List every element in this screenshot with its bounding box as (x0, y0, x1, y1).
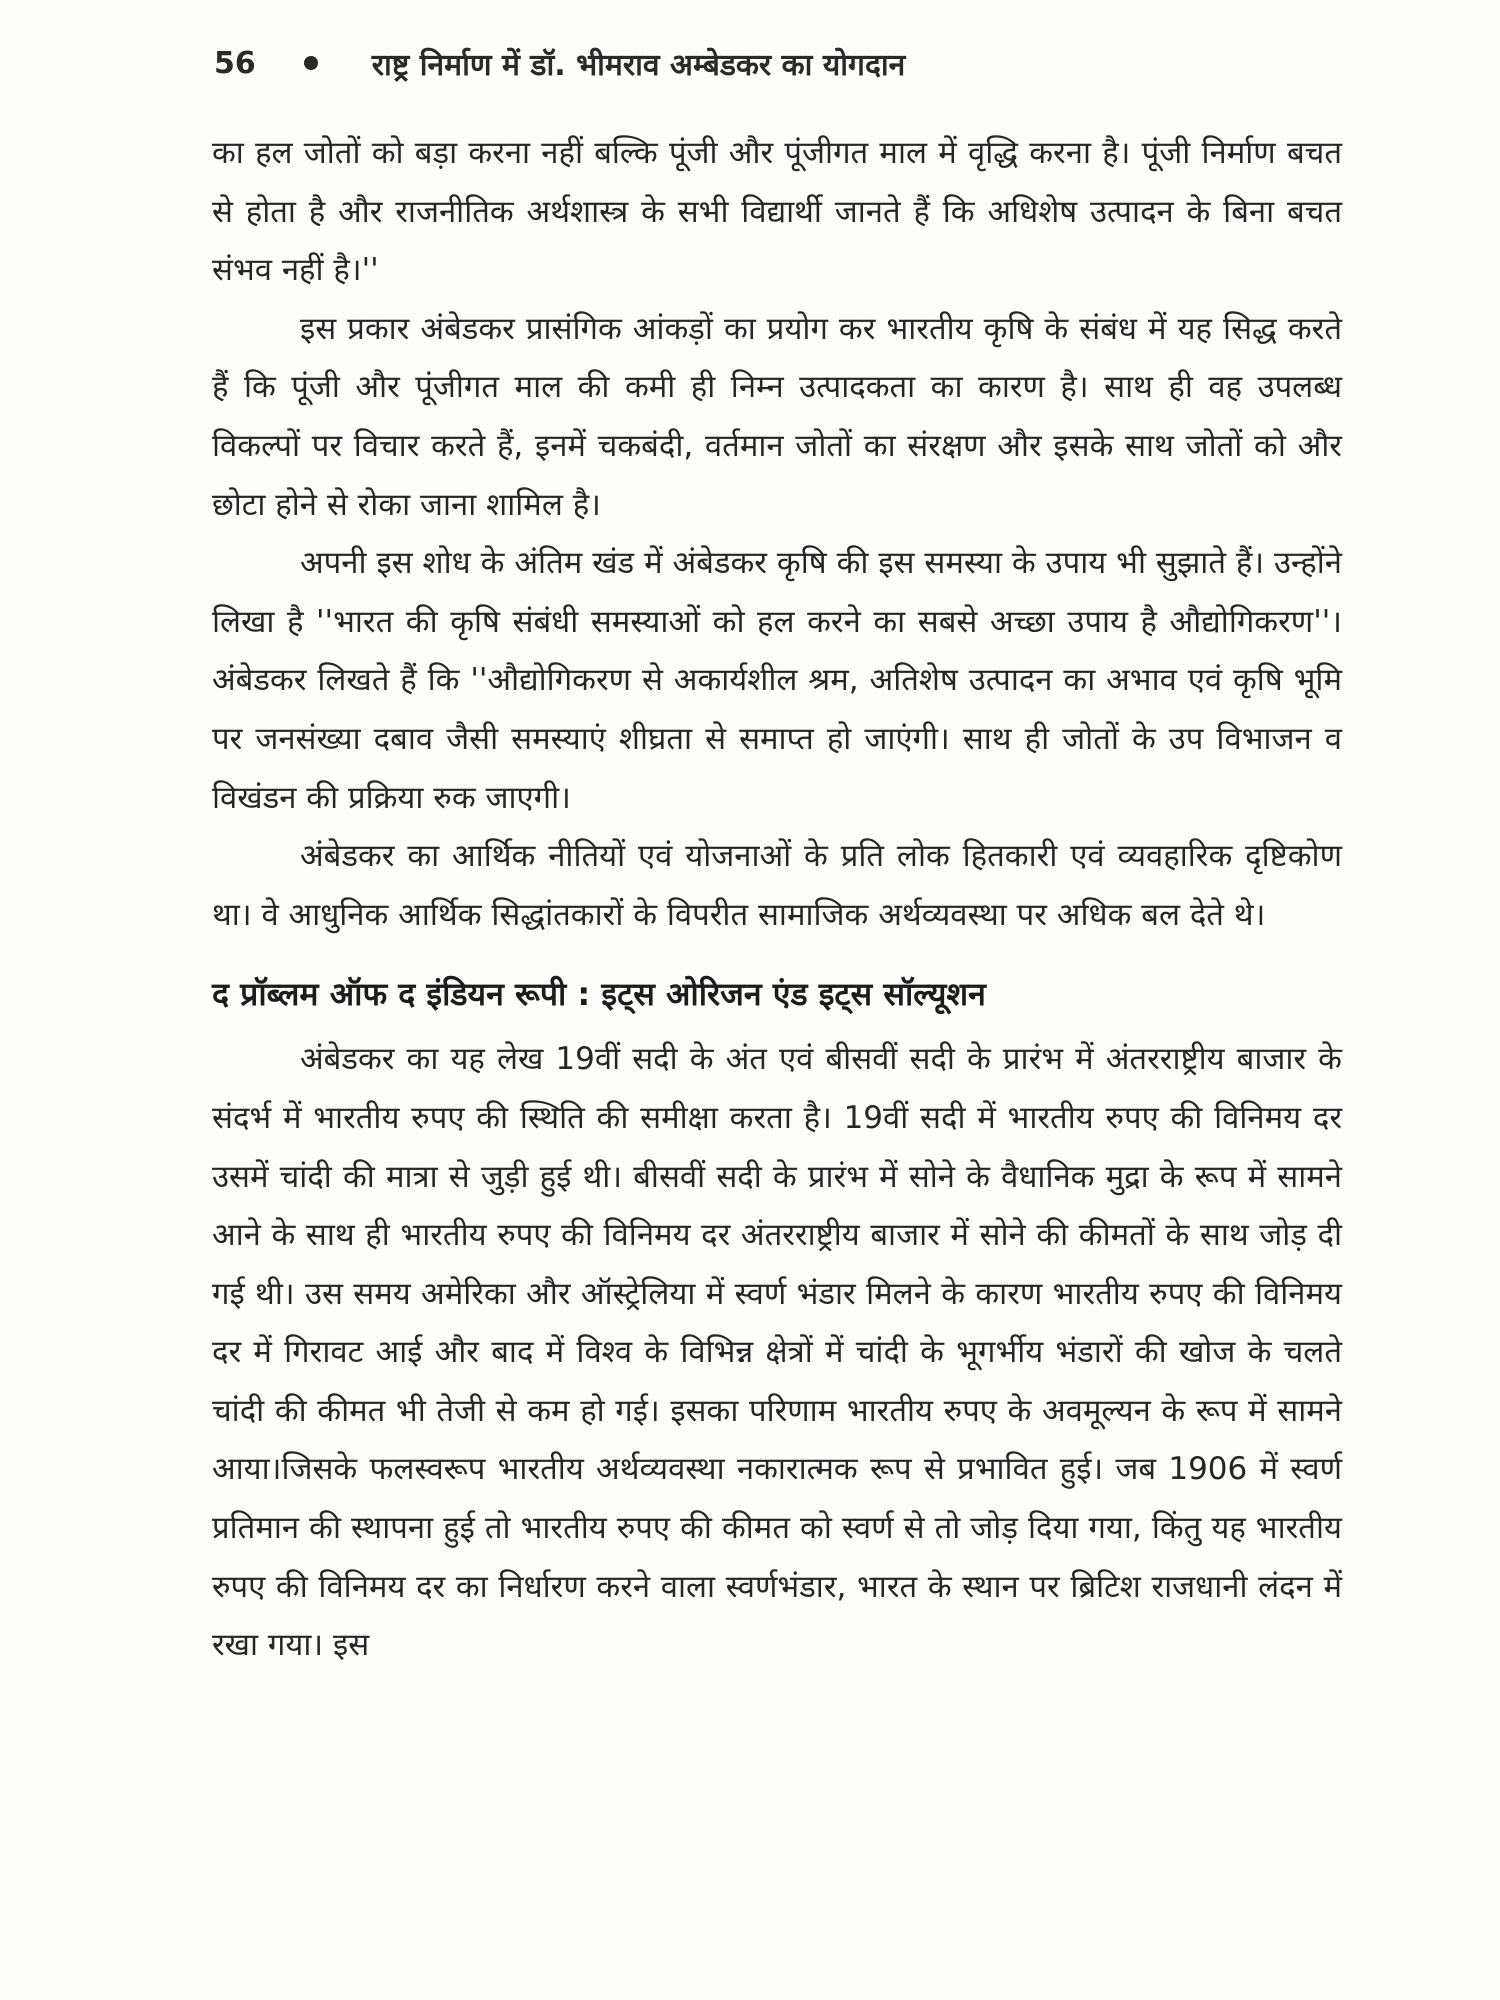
body-text (212, 124, 1342, 1675)
page-number: 56 (214, 45, 256, 81)
bullet-separator (304, 56, 318, 70)
running-header (214, 38, 1364, 88)
book-title: राष्ट्र निर्माण में डॉ. भीमराव अम्बेडकर का योगदान (371, 47, 906, 83)
paragraph: अंबेडकर का आर्थिक नीतियों एवं योजनाओं के प्रति लोक हितकारी एवं व्यवहारिक दृष्टिकोण था। वे आधुनिक आर्थिक सिद्धांतकारों के विपरीत सामाजिक अर्थव्यवस्था पर अधिक बल देते थे। (212, 838, 1342, 933)
paragraph: अंबेडकर का यह लेख 19वीं सदी के अंत एवं बीसवीं सदी के प्रारंभ में अंतरराष्ट्रीय बाजार के संदर्भ में भारतीय रुपए की स्थिति की समीक्षा करता है। 19वीं सदी में भारतीय रुपए की विनिमय दर उसमें चांदी की मात्रा से जुड़ी हुई थी। बीसवीं सदी के प्रारंभ में सोने के वैधानिक मुद्रा के रूप में सामने आने के साथ ही भारतीय रुपए की विनिमय दर अंतरराष्ट्रीय बाजार में सोने की कीमतों के साथ जोड़ दी गई थी। उस समय अमेरिका और ऑस्ट्रेलिया में स्वर्ण भंडार मिलने के कारण भारतीय रुपए की विनिमय दर में गिरावट आई और बाद में विश्व के विभिन्न क्षेत्रों में चांदी के भूगर्भीय भंडारों की खोज के चलते चांदी की कीमत भी तेजी से कम हो गई। इसका परिणाम भारतीय रुपए के अवमूल्यन के रूप में सामने आया।जिसके फलस्वरूप भारतीय अर्थव्यवस्था नकारात्मक रूप से प्रभावित हुई। जब 1906 में स्वर्ण प्रतिमान की स्थापना हुई तो भारतीय रुपए की कीमत को स्वर्ण से तो जोड़ दिया गया, किंतु यह भारतीय रुपए की विनिमय दर का निर्धारण करने वाला स्वर्णभंडार, भारत के स्थान पर ब्रिटिश राजधानी लंदन में रखा गया। इस (212, 1041, 1342, 1664)
paragraph-continuation: का हल जोतों को बड़ा करना नहीं बल्कि पूंजी और पूंजीगत माल में वृद्धि करना है। पूंजी निर्माण बचत से होता है और राजनीतिक अर्थशास्त्र के सभी विद्यार्थी जानते हैं कि अधिशेष उत्पादन के बिना बचत संभव नहीं है।'' (212, 135, 1342, 289)
section-heading: द प्रॉब्लम ऑफ द इंडियन रूपी : इट्स ओरिजन एंड इट्स सॉल्यूशन (212, 975, 986, 1014)
paragraph: इस प्रकार अंबेडकर प्रासंगिक आंकड़ों का प्रयोग कर भारतीय कृषि के संबंध में यह सिद्ध करते हैं कि पूंजी और पूंजीगत माल की कमी ही निम्न उत्पादकता का कारण है। साथ ही वह उपलब्ध विकल्पों पर विचार करते हैं, इनमें चकबंदी, वर्तमान जोतों का संरक्षण और इसके साथ जोतों को और छोटा होने से रोका जाना शामिल है। (212, 310, 1342, 523)
paragraph: अपनी इस शोध के अंतिम खंड में अंबेडकर कृषि की इस समस्या के उपाय भी सुझाते हैं। उन्होंने लिखा है ''भारत की कृषि संबंधी समस्याओं को हल करने का सबसे अच्छा उपाय है औद्योगिकरण''। अंबेडकर लिखते हैं कि ''औद्योगिकरण से अकार्यशील श्रम, अतिशेष उत्पादन का अभाव एवं कृषि भूमि पर जनसंख्या दबाव जैसी समस्याएं शीघ्रता से समाप्त हो जाएंगी। साथ ही जोतों के उप विभाजन व विखंडन की प्रक्रिया रुक जाएगी। (212, 545, 1342, 816)
